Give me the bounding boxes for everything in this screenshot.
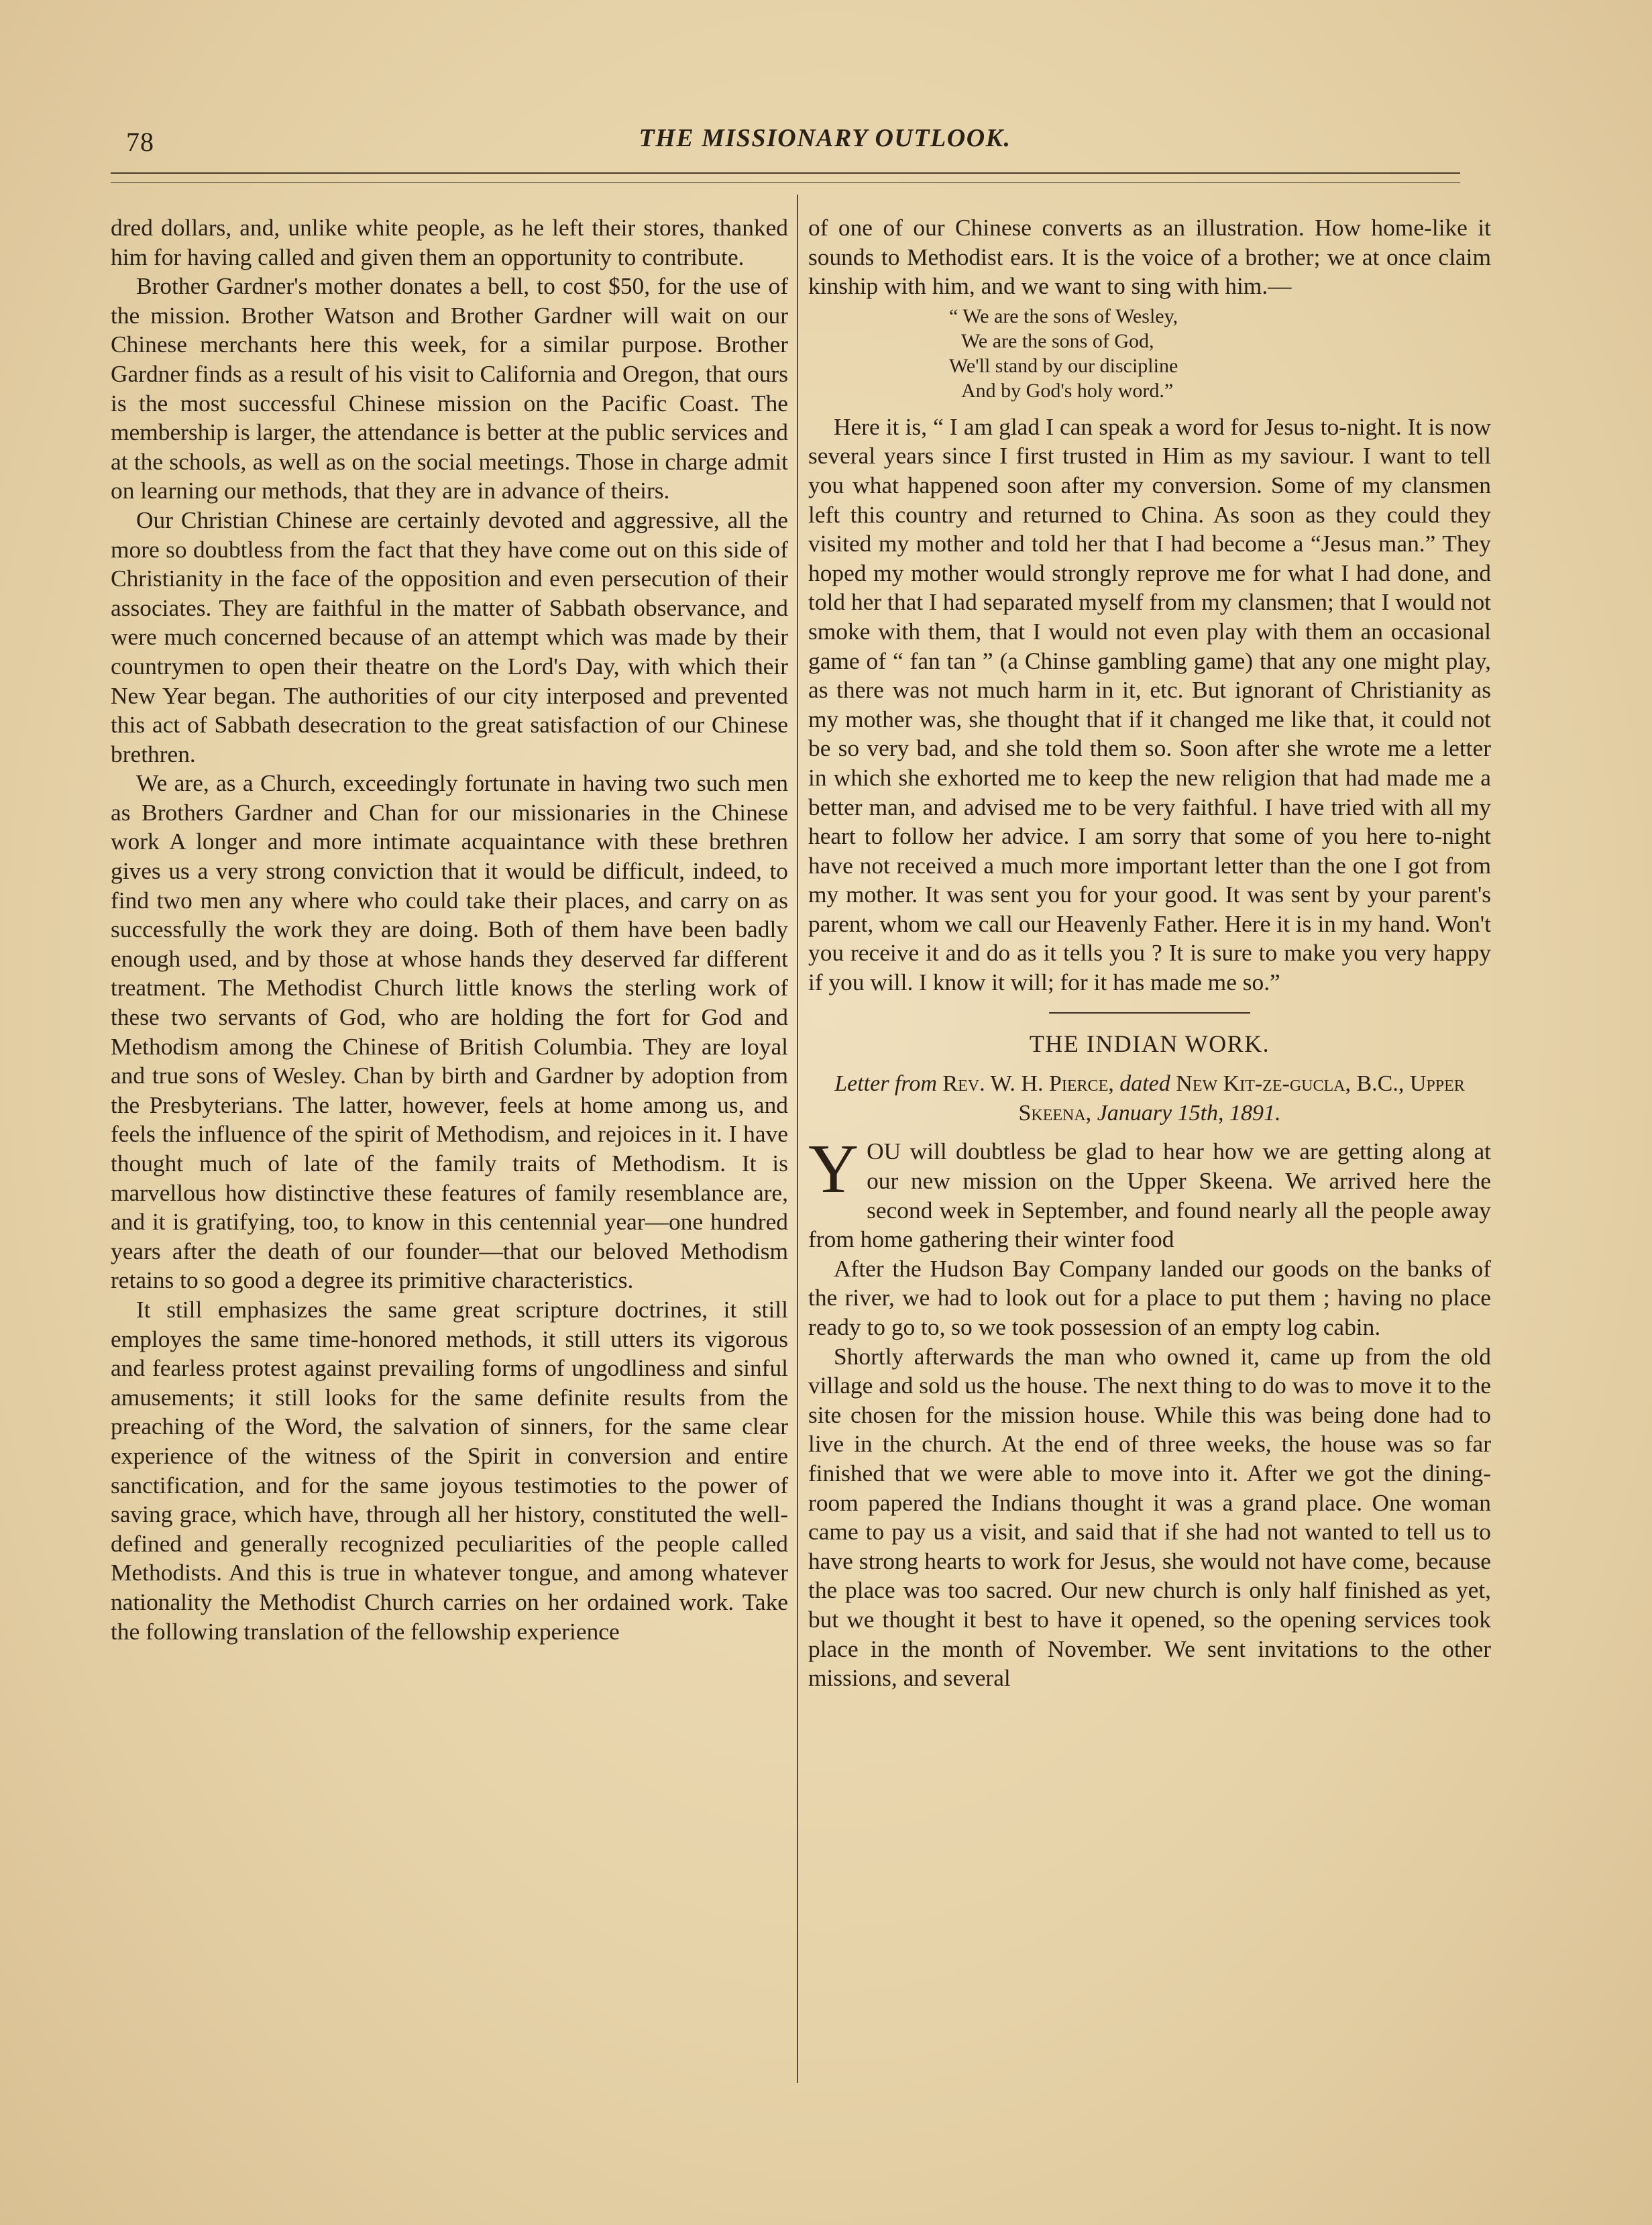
paragraph: dred dollars, and, unlike white people, as he left their stores, thanked him for having called and given them an opportunity to contribute. xyxy=(111,214,788,270)
drop-cap: Y xyxy=(808,1130,859,1208)
byline-intro: Letter from xyxy=(834,1071,937,1097)
left-column xyxy=(111,213,788,1646)
paragraph xyxy=(808,1130,1491,1254)
hymn-verse xyxy=(808,304,1491,403)
byline-dated: dated xyxy=(1119,1071,1170,1097)
byline-name: Rev. W. H. Pierce, xyxy=(942,1071,1114,1097)
page-number: 78 xyxy=(126,127,154,157)
paragraph: Our Christian Chinese are certainly devoted and aggressive, all the more so doubtless from the fact that they have come out on this side of Christianity in the face of the opposition and even persecution of their associates. They are faithful in the matter of Sabbath observance, and were much concerned because of an attempt which was made by their countrymen to open their theatre on the Lord's Day, with which their New Year began. The authorities of our city interposed and prevented this act of Sabbath desecration to the great satisfaction of our Chinese brethren. xyxy=(111,506,788,767)
verse-line: “ We are the sons of Wesley, xyxy=(949,305,1178,327)
header-rule-top xyxy=(111,172,1460,174)
section-divider xyxy=(1049,1012,1250,1014)
verse-line: And by God's holy word.” xyxy=(961,379,1174,402)
verse-line: We'll stand by our discipline xyxy=(949,354,1178,377)
section-heading: THE INDIAN WORK. xyxy=(1029,1030,1270,1057)
paragraph: Shortly afterwards the man who owned it, came up from the old village and sold us the house. The next thing to do was to move it to the site chosen for the mission house. While this was being done had to live in the church. At the end of three weeks, the house was so far finished that we were able to move into it. After we got the dining-room papered the Indians thought it was a grand place. One woman came to pay us a visit, and said that if she had not wanted to tell us to have strong hearts to work for Jesus, she would not have come, because the place was too sacred. Our new church is only half finished as yet, but we thought it best to have it opened, so the opening services took place in the month of November. We sent invitations to the other missions, and several xyxy=(808,1342,1491,1692)
header-rule-bottom xyxy=(111,182,1460,183)
paragraph: Brother Gardner's mother donates a bell, to cost $50, for the use of the mission. Brother Watson and Brother Gardner will wait on our Chinese merchants here this week, for a similar purpose. Brother Gardner finds as a result of his visit to California and Oregon, that ours is the most successful Chinese mission on the Pacific Coast. The membership is larger, the attendance is better at the public services and at the schools, as well as on the social meetings. Those in charge admit on learning our methods, that they are in advance of theirs. xyxy=(111,272,788,504)
byline-date: January 15th, 1891. xyxy=(1097,1100,1281,1126)
column-divider xyxy=(797,195,798,2083)
paragraph: Here it is, “ I am glad I can speak a word for Jesus to-night. It is now several years since I first trusted in Him as my saviour. I want to tell you what happened soon after my conversion. Some of my clansmen left this country and returned to China. As soon as they could they visited my mother and told her that I had become a “Jesus man.” They hoped my mother would strongly reprove me for what I had done, and told her that I had separated myself from my clansmen; that I would not smoke with them, that I would not even play with them an occasional game of “ fan tan ” (a Chinse gambling game) that any one might play, as there was not much harm in it, etc. But ignorant of Christianity as my mother was, she thought that if it changed me like that, it could not be so very bad, and she told them so. Soon after she wrote me a letter in which she exhorted me to keep the new religion that had made me a better man, and advised me to be very faithful. I have tried with all my heart to follow her advice. I am sorry that some of you here to-night have not received a much more important letter than the one I got from my mother. It was sent you for your good. It was sent by your parent's parent, whom we call our Heavenly Father. Here it is in my hand. Won't you receive it and do as it tells you ? It is sure to make you very happy if you will. I know it will; for it has made me so.” xyxy=(808,413,1491,996)
letter-byline xyxy=(808,1069,1491,1128)
right-column xyxy=(808,213,1491,1693)
paragraph: of one of our Chinese converts as an illustration. How home-like it sounds to Methodist ears. It is the voice of a brother; we at once claim kinship with him, and we want to sing with him.— xyxy=(808,214,1491,300)
paragraph: It still emphasizes the same great scripture doctrines, it still employes the same time-honored methods, it still utters its vigorous and fearless protest against prevailing forms of ungodliness and sinful amusements; it still looks for the same definite results from the preaching of the Word, the salvation of sinners, for the same clear experience of the witness of the Spirit in conversion and entire sanctification, and for the same joyous testimoties to the power of saving grace, which have, through all her history, constituted the well-defined and generally recognized peculiarities of the people called Methodists. And this is true in whatever tongue, and among whatever nationality the Methodist Church carries on her ordained work. Take the following translation of the fellowship experience xyxy=(111,1295,788,1645)
byline-place: New Kit-ze-gucla, B.C., Upper Skeena, xyxy=(1018,1071,1465,1126)
verse-line: We are the sons of God, xyxy=(961,329,1154,352)
paragraph: After the Hudson Bay Company landed our goods on the banks of the river, we had to look out for a place to put them ; having no place ready to go to, so we took possession of an empty log cabin. xyxy=(808,1254,1491,1340)
paragraph-text: OU will doubtless be glad to hear how we are getting along at our new mission on the Upper Skeena. We arrived here the second week in September, and found nearly all the people away from home gathering their winter food xyxy=(808,1138,1491,1253)
paragraph: We are, as a Church, exceedingly fortunate in having two such men as Brothers Gardner and Chan for our missionaries in the Chinese work A longer and more intimate acquaintance with these brethren gives us a very strong conviction that it would be difficult, indeed, to find two men any where who could take their places, and carry on as successfully the work they are doing. Both of them have been badly enough used, and by those at whose hands they deserved far different treatment. The Methodist Church little knows the sterling work of these two servants of God, who are holding the fort for God and Methodism among the Chinese of British Columbia. They are loyal and true sons of Wesley. Chan by birth and Gardner by adoption from the Presbyterians. The latter, however, feels at home among us, and feels the influence of the spirit of Methodism, and rejoices in it. I have thought much of late of the family traits of Methodism. It is marvellous how distinctive these features of family resemblance are, and it is gratifying, too, to know in this centennial year—one hundred years after the death of our founder—that our beloved Methodism retains to so good a degree its primitive characteristics. xyxy=(111,769,788,1294)
page-title: THE MISSIONARY OUTLOOK. xyxy=(639,124,1011,152)
